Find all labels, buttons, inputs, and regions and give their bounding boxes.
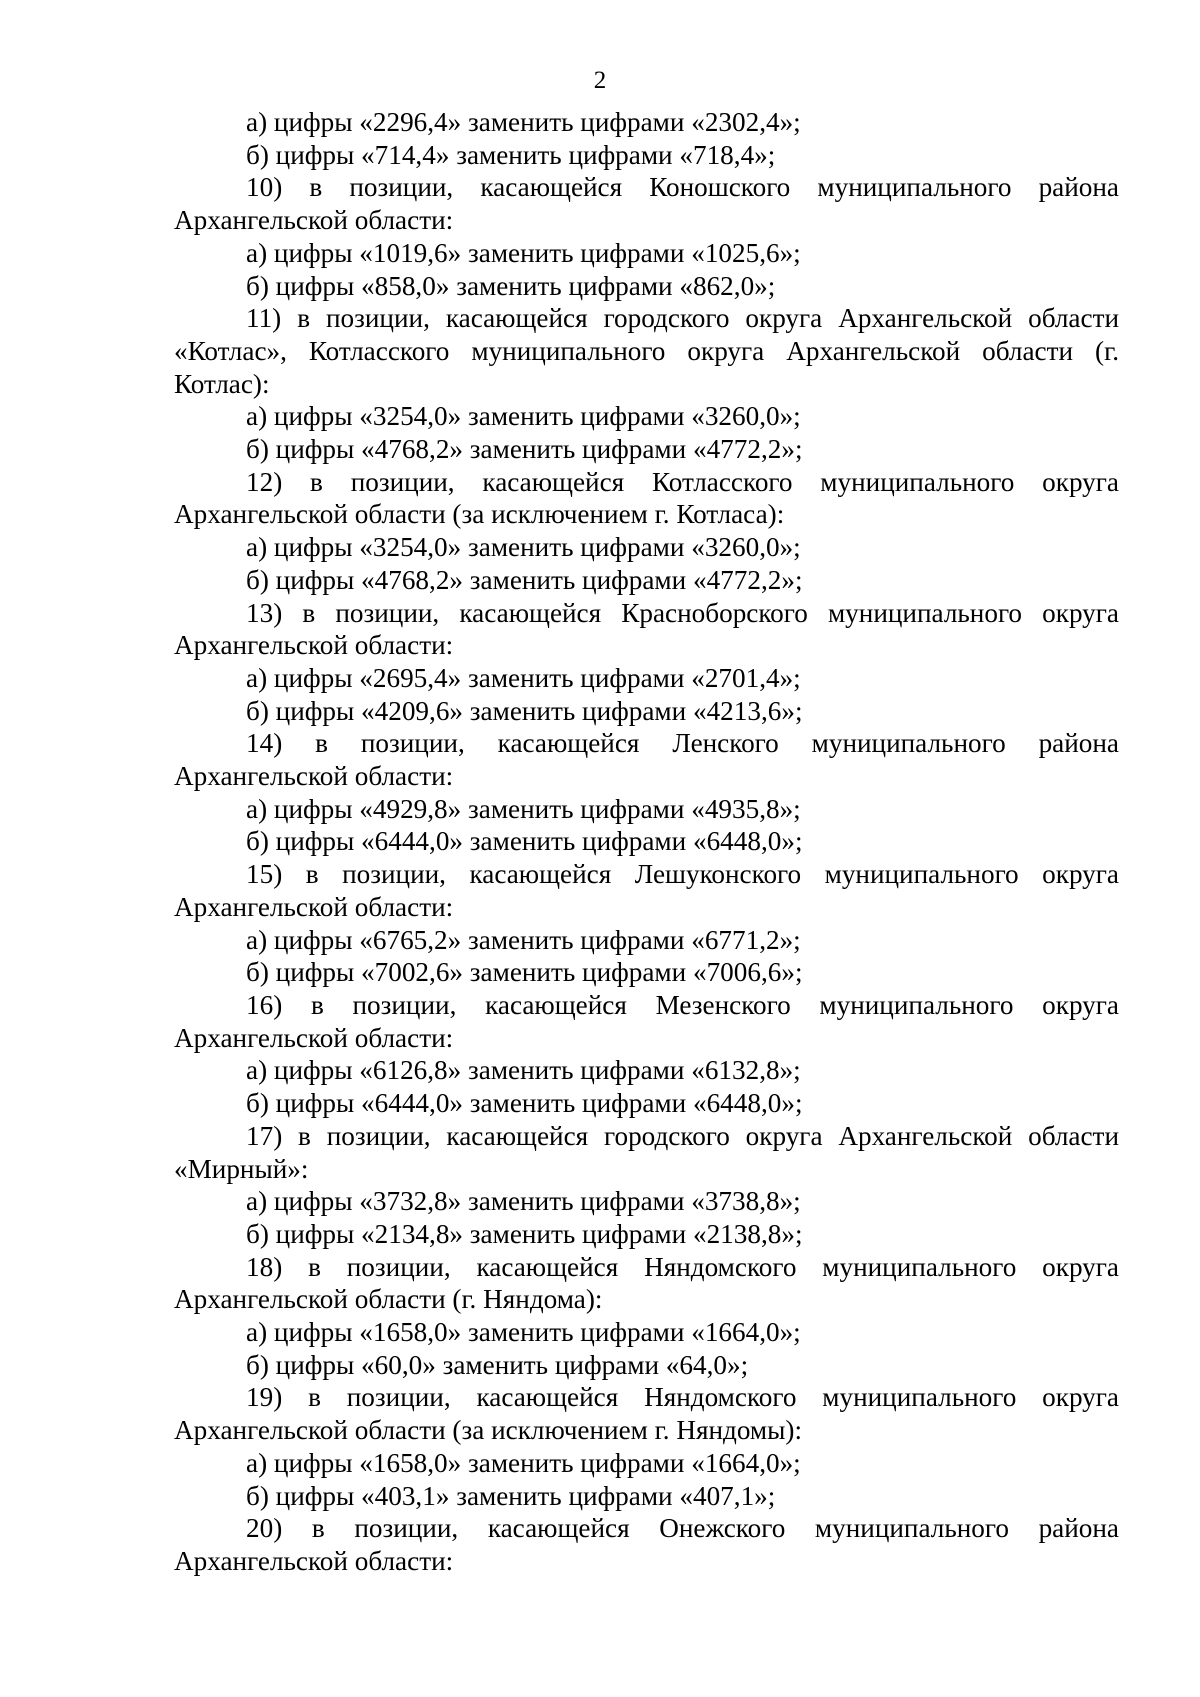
position-paragraph: 11) в позиции, касающейся городского округа Архангельской области «Котлас», Котласского муниципального округа Архангельской области (г. Котлас): (174, 303, 1119, 399)
position-paragraph: 16) в позиции, касающейся Мезенского муниципального округа Архангельской области: (174, 989, 1119, 1053)
amendment-line: а) цифры «6765,2» заменить цифрами «6771,2»; (246, 924, 801, 955)
position-paragraph: 18) в позиции, касающейся Няндомского муниципального округа Архангельской области (г. Няндома): (174, 1251, 1119, 1315)
amendment-line: а) цифры «1658,0» заменить цифрами «1664,0»; (246, 1317, 801, 1348)
amendment-line: б) цифры «4209,6» заменить цифрами «4213,6»; (246, 695, 803, 726)
position-paragraph: 19) в позиции, касающейся Няндомского муниципального округа Архангельской области (за исключением г. Няндомы): (174, 1382, 1119, 1446)
amendment-line: б) цифры «7002,6» заменить цифрами «7006,6»; (246, 957, 803, 988)
position-paragraph: 14) в позиции, касающейся Ленского муниципального района Архангельской области: (174, 728, 1119, 792)
amendment-line: а) цифры «3732,8» заменить цифрами «3738,8»; (246, 1186, 801, 1217)
amendment-line: б) цифры «2134,8» заменить цифрами «2138,8»; (246, 1218, 803, 1249)
amendment-line: б) цифры «60,0» заменить цифрами «64,0»; (246, 1349, 749, 1380)
position-paragraph: 15) в позиции, касающейся Лешуконского муниципального округа Архангельской области: (174, 859, 1119, 922)
amendment-line: б) цифры «4768,2» заменить цифрами «4772,2»; (246, 564, 803, 595)
amendment-line: а) цифры «6126,8» заменить цифрами «6132,8»; (246, 1055, 801, 1086)
position-paragraph: 12) в позиции, касающейся Котласского муниципального округа Архангельской области (за исключением г. Котласа): (174, 466, 1119, 530)
amendment-line: а) цифры «4929,8» заменить цифрами «4935,8»; (246, 793, 801, 824)
amendment-line: б) цифры «6444,0» заменить цифрами «6448,0»; (246, 826, 803, 857)
amendment-line: б) цифры «858,0» заменить цифрами «862,0»; (246, 270, 776, 301)
amendment-line: а) цифры «1019,6» заменить цифрами «1025,6»; (246, 237, 801, 268)
amendment-line: а) цифры «3254,0» заменить цифрами «3260,0»; (246, 532, 801, 563)
amendment-line: а) цифры «2296,4» заменить цифрами «2302,4»; (246, 107, 801, 137)
amendment-line: б) цифры «714,4» заменить цифрами «718,4»; (246, 139, 776, 170)
page-number: 2 (593, 67, 607, 94)
amendment-line: б) цифры «6444,0» заменить цифрами «6448,0»; (246, 1088, 803, 1119)
document-body (174, 106, 1119, 1578)
amendment-line: а) цифры «2695,4» заменить цифрами «2701,4»; (246, 662, 801, 693)
position-paragraph: 13) в позиции, касающейся Красноборского муниципального округа Архангельской области: (174, 597, 1119, 661)
amendment-line: б) цифры «403,1» заменить цифрами «407,1»; (246, 1480, 776, 1511)
position-paragraph: 20) в позиции, касающейся Онежского муниципального района Архангельской области: (174, 1513, 1119, 1576)
amendment-line: б) цифры «4768,2» заменить цифрами «4772,2»; (246, 434, 803, 465)
position-paragraph: 17) в позиции, касающейся городского округа Архангельской области «Мирный»: (174, 1120, 1119, 1184)
amendment-line: а) цифры «3254,0» заменить цифрами «3260,0»; (246, 401, 801, 432)
position-paragraph: 10) в позиции, касающейся Коношского муниципального района Архангельской области: (174, 172, 1119, 236)
amendment-line: а) цифры «1658,0» заменить цифрами «1664,0»; (246, 1447, 801, 1478)
